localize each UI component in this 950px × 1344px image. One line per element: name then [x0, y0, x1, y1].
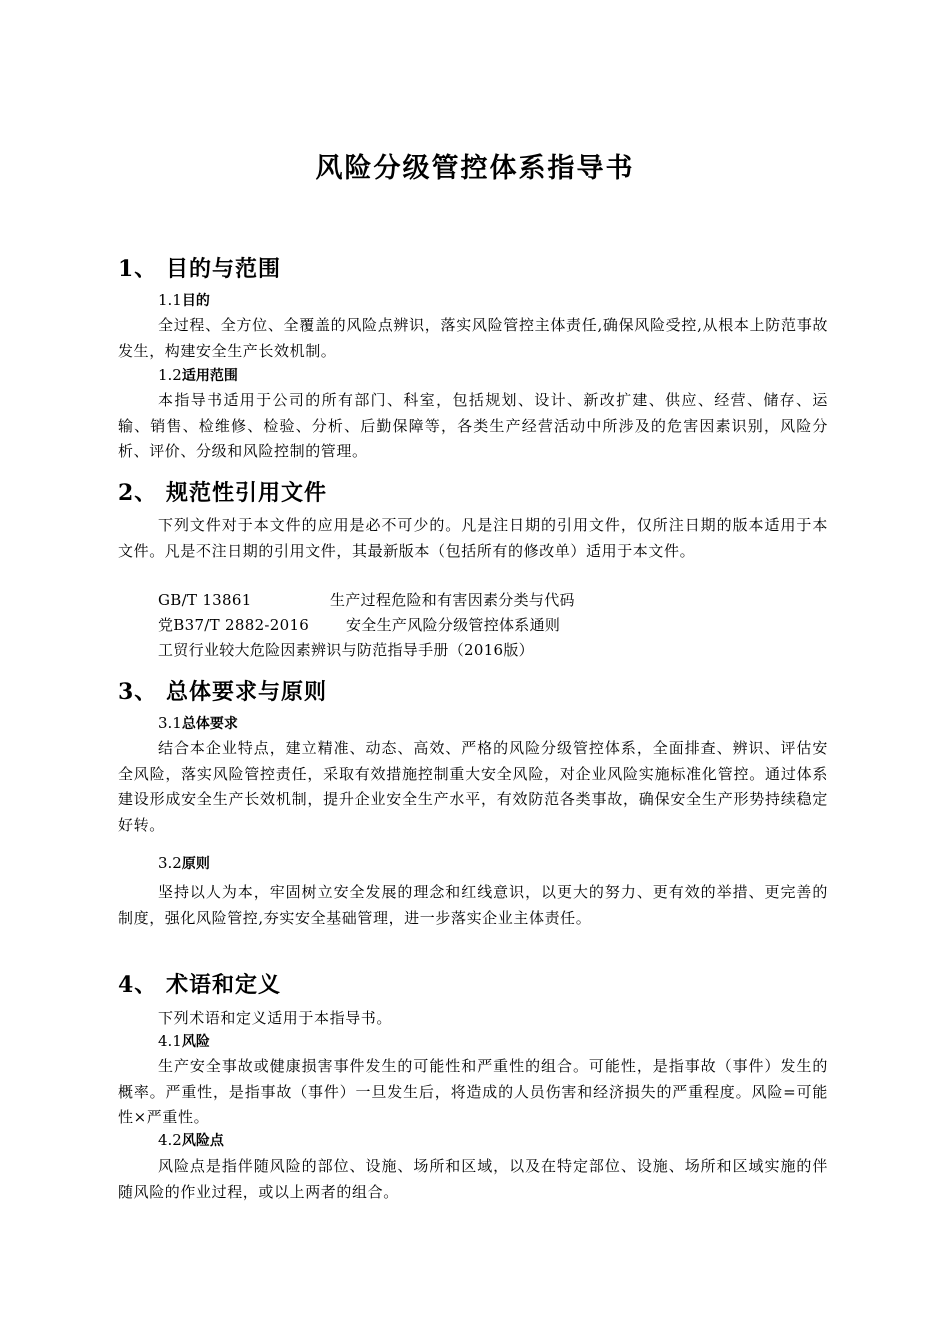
section-1-2-text: 本指导书适用于公司的所有部门、科室，包括规划、设计、新改扩建、供应、经营、储存、运输、销售、检维修、检验、分析、后勤保障等，各类生产经营活动中所涉及的危害因素识别，风险分析、评价、分级和风险控制的管理。	[118, 391, 828, 460]
section-4-1-heading	[158, 1031, 210, 1051]
section-1-1-text: 全过程、全方位、全覆盖的风险点辨识，落实风险管控主体责任,确保风险受控,从根本上防范事故发生，构建安全生产长效机制。	[118, 316, 828, 360]
section-4-1-label: 风险	[181, 1034, 210, 1050]
section-4-2-number: 4.2	[158, 1131, 182, 1149]
section-4-2-text: 风险点是指伴随风险的部位、设施、场所和区域，以及在特定部位、设施、场所和区域实施的伴随风险的作业过程，或以上两者的组合。	[118, 1157, 828, 1201]
section-3-heading: 3、 总体要求与原则	[118, 679, 327, 705]
section-3-1-number: 3.1	[158, 714, 182, 732]
section-4-1-text: 生产安全事故或健康损害事件发生的可能性和严重性的组合。可能性，是指事故（事件）发生的概率。严重性，是指事故（事件）一旦发生后，将造成的人员伤害和经济损失的严重程度。风险=可能性×严重性。	[118, 1057, 828, 1126]
section-1-2-number: 1.2	[158, 366, 182, 384]
section-4-2-label: 风险点	[181, 1133, 224, 1149]
reference-name: 生产过程危险和有害因素分类与代码	[330, 591, 575, 609]
section-3-2-heading	[158, 853, 210, 873]
section-3-1-heading	[158, 713, 238, 733]
document-title: 风险分级管控体系指导书	[315, 153, 635, 184]
reference-item	[158, 639, 534, 660]
section-1-1-number: 1.1	[158, 291, 182, 309]
section-4-1-number: 4.1	[158, 1032, 182, 1050]
section-1-1-label: 目的	[181, 293, 210, 309]
section-3-1-text: 结合本企业特点，建立精准、动态、高效、严格的风险分级管控体系，全面排查、辨识、评估安全风险，落实风险管控责任，采取有效措施控制重大安全风险，对企业风险实施标准化管控。通过体系建设形成安全生产长效机制，提升企业安全生产水平，有效防范各类事故，确保安全生产形势持续稳定好转。	[118, 739, 828, 834]
section-1-2-heading	[158, 365, 238, 385]
reference-item	[158, 614, 560, 635]
reference-code: 工贸行业较大危险因素辨识与防范指导手册（2016版）	[158, 641, 534, 659]
section-4-intro: 下列术语和定义适用于本指导书。	[158, 1009, 393, 1027]
section-2-heading: 2、 规范性引用文件	[118, 480, 327, 506]
reference-name: 安全生产风险分级管控体系通则	[346, 616, 561, 634]
section-3-2-number: 3.2	[158, 854, 182, 872]
reference-item	[158, 589, 575, 610]
section-2-text: 下列文件对于本文件的应用是必不可少的。凡是注日期的引用文件，仅所注日期的版本适用于本文件。凡是不注日期的引用文件，其最新版本（包括所有的修改单）适用于本文件。	[118, 516, 828, 560]
reference-code: GB/T 13861	[158, 591, 252, 609]
section-1-1-heading	[158, 290, 210, 310]
section-4-heading: 4、 术语和定义	[118, 972, 281, 998]
section-1-heading: 1、 目的与范围	[118, 256, 281, 282]
section-3-2-label: 原则	[181, 856, 210, 872]
section-3-2-text: 坚持以人为本，牢固树立安全发展的理念和红线意识，以更大的努力、更有效的举措、更完善的制度，强化风险管控,夯实安全基础管理，进一步落实企业主体责任。	[118, 883, 828, 927]
section-4-2-heading	[158, 1130, 224, 1150]
section-3-1-label: 总体要求	[181, 716, 238, 732]
reference-code: 党B37/T 2882-2016	[158, 616, 310, 634]
section-1-2-label: 适用范围	[181, 368, 238, 384]
